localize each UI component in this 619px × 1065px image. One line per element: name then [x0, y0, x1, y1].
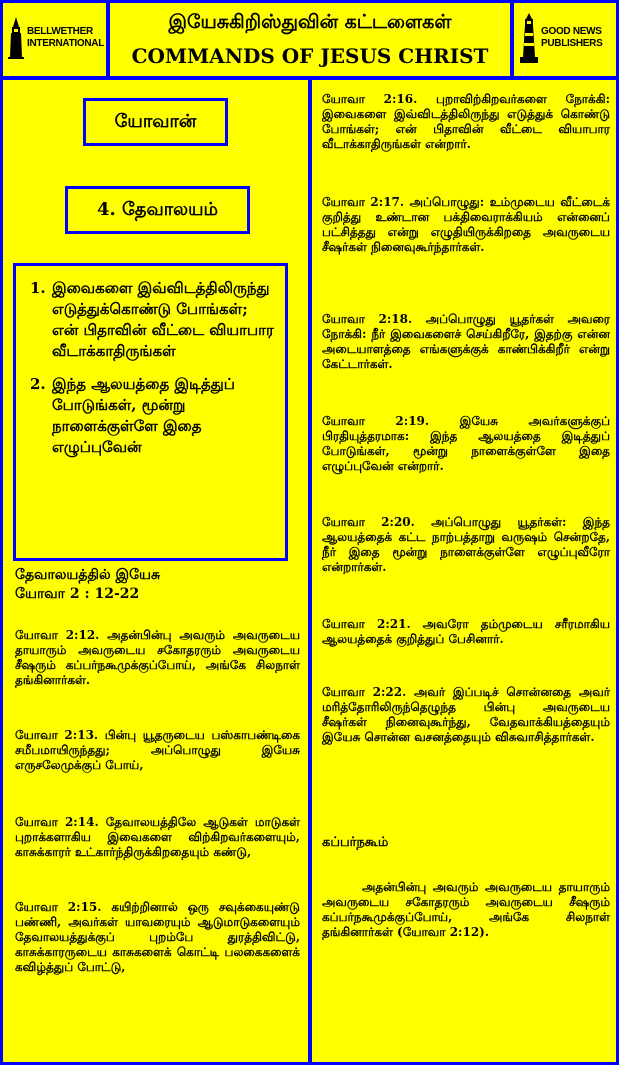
verse-paragraph: யோவா 2:19. இயேசு அவர்களுக்குப் பிரதியுத்தரமாக: இந்த ஆலயத்தை இடித்துப் போடுங்கள், மூன்று நாளைக்குள்ளே இதை எழுப்புவேன் என்றார். [322, 414, 610, 473]
verse-paragraph: யோவா 2:20. அப்பொழுது யூதர்கள்: இந்த ஆலயத்தைக் கட்ட நாற்பத்தாறு வருஷம் சென்றதே, நீர் இதை மூன்று நாளைக்குள்ளே எழுப்புவீரோ என்றார்கள். [322, 515, 610, 574]
verse-paragraph: யோவா 2:17. அப்பொழுது: உம்முடைய வீட்டைக் குறித்து உண்டான பக்திவைராக்கியம் என்னைப் பட்சித்தது என்று எழுதியிருக்கிறதை அவருடைய சீஷர்கள் நினைவுகூர்ந்தார்கள். [322, 195, 610, 254]
book-name: யோவான் [83, 98, 228, 146]
place-title: கப்பர்நகூம் [322, 835, 389, 850]
command-text: இவைகளை இவ்விடத்திலிருந்து எடுத்துக்கொண்டு போங்கள்; என் பிதாவின் வீட்டை வியாபார வீடாக்காதிருங்கள் [52, 279, 274, 360]
logo-left-line2: INTERNATIONAL [27, 38, 105, 49]
verse-paragraph: யோவா 2:14. தேவாலயத்திலே ஆடுகள் மாடுகள் புறாக்களாகிய இவைகளை விற்கிறவர்களையும், காசுக்காரர் உட்கார்ந்திருக்கிறதையும் கண்டு, [15, 815, 300, 859]
verse-paragraph: யோவா 2:21. அவரோ தம்முடைய சரீரமாகிய ஆலயத்தைக் குறித்துப் பேசினார். [322, 617, 610, 646]
verse-paragraph: யோவா 2:13. பின்பு யூதருடைய பஸ்காபண்டிகை சமீபமாயிருந்தது; அப்பொழுது இயேசு எருசலேமுக்குப் போய், [15, 728, 300, 772]
command-item [30, 278, 277, 362]
bellwether-logo-panel [3, 3, 106, 76]
verse-paragraph: யோவா 2:12. அதன்பின்பு அவரும் அவருடைய தாயாரும் அவருடைய சகோதரரும் அவருடைய சீஷரும் கப்பர்நகூமுக்குப்போய், அங்கே சிலநாள் தங்கினார்கள். [15, 628, 300, 687]
logo-right-line2: PUBLISHERS [541, 38, 603, 49]
bellwether-logo [8, 17, 104, 59]
section-title: தேவாலயத்தில் இயேசு [15, 567, 161, 583]
verse-paragraph: யோவா 2:22. அவர் இப்படிச் சொன்னதை அவர் மரித்தோரிலிருந்தெழுந்த பின்பு அவருடைய சீஷர்கள் நினைவுகூர்ந்து, வேதவாக்கியத்தையும் இயேசு சொன்ன வசனத்தையும் விசுவாசித்தார்கள். [322, 685, 610, 744]
command-number: 1. [30, 279, 46, 297]
place-text: அதன்பின்பு அவரும் அவருடைய தாயாரும் அவருடைய சகோதரரும் அவருடைய சீஷரும் கப்பர்நகூமுக்குப்போய், அங்கே சிலநாள் தங்கினார்கள் (யோவா 2:12). [322, 880, 610, 939]
command-text: இந்த ஆலயத்தை இடித்துப் போடுங்கள், மூன்று நாளைக்குள்ளே இதை எழுப்புவேன் [52, 375, 235, 456]
title-english: COMMANDS OF JESUS CHRIST [131, 44, 489, 68]
title-panel [110, 3, 510, 76]
good-news-logo-panel [514, 3, 616, 76]
logo-right-line1: GOOD NEWS [541, 26, 602, 37]
verse-paragraph: யோவா 2:18. அப்பொழுது யூதர்கள் அவரை நோக்கி: நீர் இவைகளைச் செய்கிறீரே, இதற்கு என்ன அடையாளத்தை எங்களுக்குக் காண்பிக்கிறீர் என்று கேட்டார்கள். [322, 312, 610, 371]
title-tamil: இயேசுகிறிஸ்துவின் கட்டளைகள் [168, 11, 452, 33]
verse-paragraph: யோவா 2:15. கயிற்றினால் ஒரு சவுக்கையுண்டு பண்ணி, அவர்கள் யாவரையும் ஆடுமாடுகளையும் தேவாலயத்துக்குப் புறம்பே துரத்திவிட்டு, காசுக்காரருடைய காசுகளைக் கொட்டி பலகைகளைக் கவிழ்த்துப் போட்டு, [15, 900, 300, 974]
verse-paragraph: யோவா 2:16. புறாவிற்கிறவர்களை நோக்கி: இவைகளை இவ்விடத்திலிருந்து எடுத்துக் கொண்டு போங்கள்; என் பிதாவின் வீட்டை வியாபார வீடாக்காதிருங்கள் என்றார். [322, 92, 610, 151]
good-news-logo [520, 13, 602, 63]
commands-box [13, 263, 288, 561]
lighthouse-icon [520, 13, 538, 63]
command-number: 2. [30, 375, 46, 393]
bell-tower-icon [8, 17, 24, 59]
chapter-heading: 4. தேவாலயம் [65, 186, 250, 234]
left-column [3, 80, 308, 1062]
command-item [30, 374, 277, 458]
right-column [312, 80, 616, 1062]
logo-left-line1: BELLWETHER [27, 26, 93, 37]
section-reference: யோவா 2 : 12-22 [15, 586, 140, 602]
